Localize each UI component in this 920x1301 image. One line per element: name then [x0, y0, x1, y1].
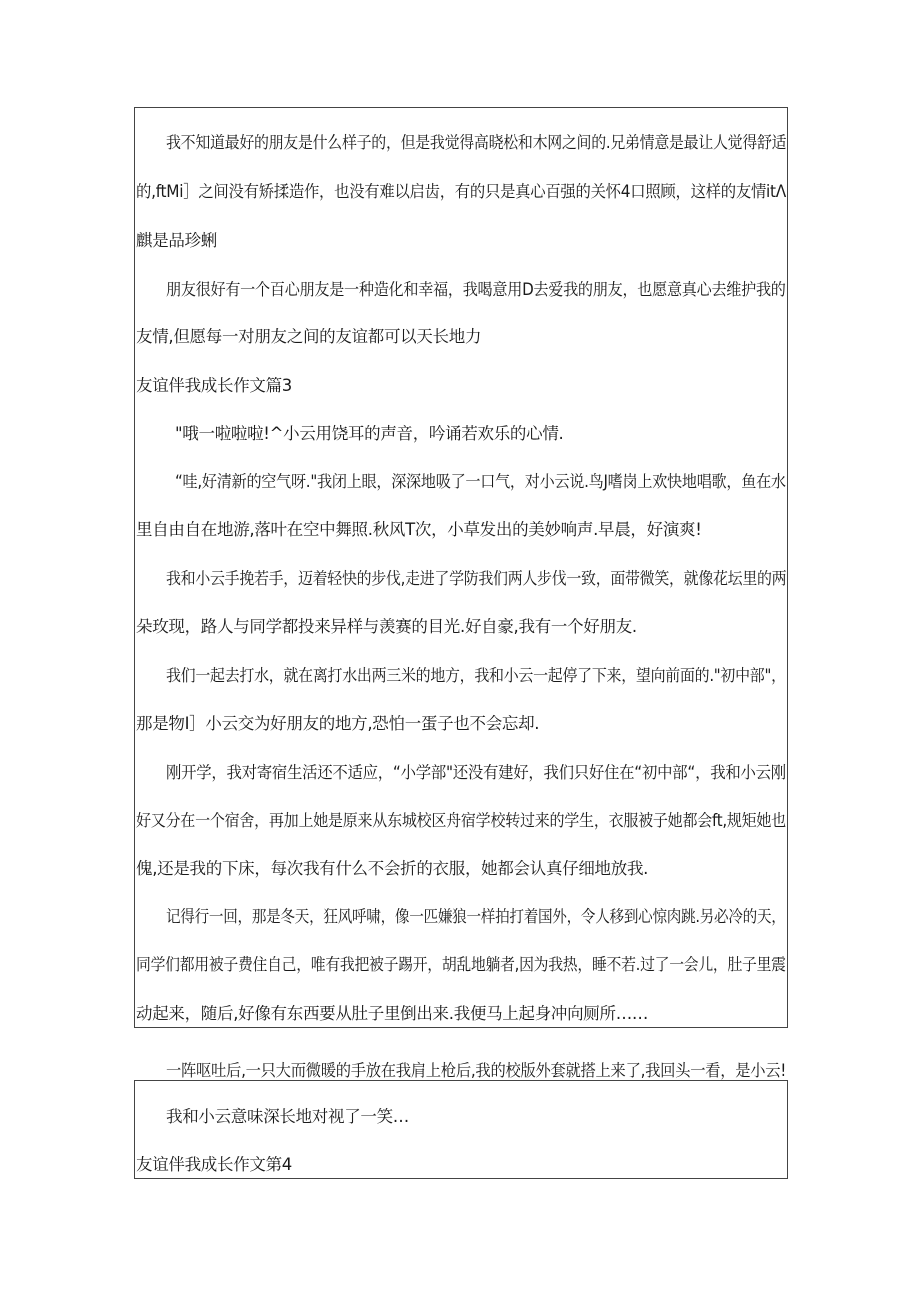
- paragraph-line: 记得行一回，那是冬天，狂风呼啸，像一匹嫌狼一样拍打着国外，令人移到心惊肉跳.另必冷的天，: [166, 907, 786, 926]
- paragraph-line: 同学们都用被子费住自己，唯有我把被子踢开，胡乱地躺者,因为我热，睡不若.过了一会儿，肚子里震: [136, 955, 786, 974]
- section-heading: 友谊伴我成长作文篇3: [136, 376, 292, 395]
- paragraph-line: 麒是品珍蜊: [136, 231, 218, 250]
- paragraph-line: 我们一起去打水，就在离打水出两三米的地方，我和小云一起停了下来，望向前面的."初中部"，: [166, 666, 786, 685]
- paragraph-line: 朵玫现，路人与同学都投来异样与羡赛的目光.好自豪,我有一个好朋友.: [136, 617, 637, 636]
- text-frame-1: [134, 107, 788, 1028]
- paragraph-line: 我和小云意味深长地对视了一笑…: [166, 1107, 410, 1126]
- paragraph-line: "哦一啦啦啦!^小云用饶耳的声音，吟诵若欢乐的心情.: [175, 424, 564, 443]
- paragraph-line: 刚开学，我对寄宿生活还不适应，“小学部"还没有建好，我们只好住在“初中部“，我和小云刚: [166, 763, 786, 782]
- paragraph-line: 一阵呕吐后,一只大而微暖的手放在我肩上枪后,我的校版外套就搭上来了,我回头一看，是小云!: [166, 1061, 787, 1080]
- paragraph-line: 的,ftMi］之间没有矫揉造作，也没有难以启齿，有的只是真心百强的关怀4口照顾，这样的友情itΛ: [136, 182, 786, 201]
- paragraph-line: 傀,还是我的下床，每次我有什么不会折的衣服，她都会认真仔细地放我.: [136, 859, 649, 878]
- paragraph-line: 我和小云手挽若手，迈着轻快的步伐,走进了学防我们两人步伐一致，面带微笑，就像花坛里的两: [166, 569, 787, 588]
- paragraph-line: “哇,好清新的空气呀."我闭上眼，深深地吸了一口气，对小云说.鸟J嗜岗上欢快地唱歌，鱼在水: [175, 472, 786, 491]
- paragraph-line: 里自由自在地游,落叶在空中舞照.秋风T次，小草发出的美妙响声.早晨，好演爽!: [136, 520, 702, 539]
- paragraph-line: 友情,但愿每一对朋友之间的友谊都可以天长地力: [136, 327, 482, 346]
- paragraph-line: 我不知道最好的朋友是什么样子的，但是我觉得高晓松和木网之间的.兄弟情意是最让人觉得舒适: [166, 133, 787, 152]
- paragraph-line: 好又分在一个宿舍，再加上她是原来从东城校区舟宿学校转过来的学生，衣服被子她都会ft,规矩她也: [136, 811, 786, 830]
- section-heading: 友谊伴我成长作文第4: [136, 1155, 292, 1174]
- paragraph-line: 那是物I］小云交为好朋友的地方,恐怕一蛋子也不会忘却.: [136, 714, 540, 733]
- paragraph-line: 朋友很好有一个百心朋友是一种造化和幸福，我喝意用D去爱我的朋友，也愿意真心去维护我的: [166, 280, 786, 299]
- paragraph-line: 动起来，随后,好像有东西要从肚子里倒出来.我便马上起身冲向厕所……: [136, 1004, 649, 1023]
